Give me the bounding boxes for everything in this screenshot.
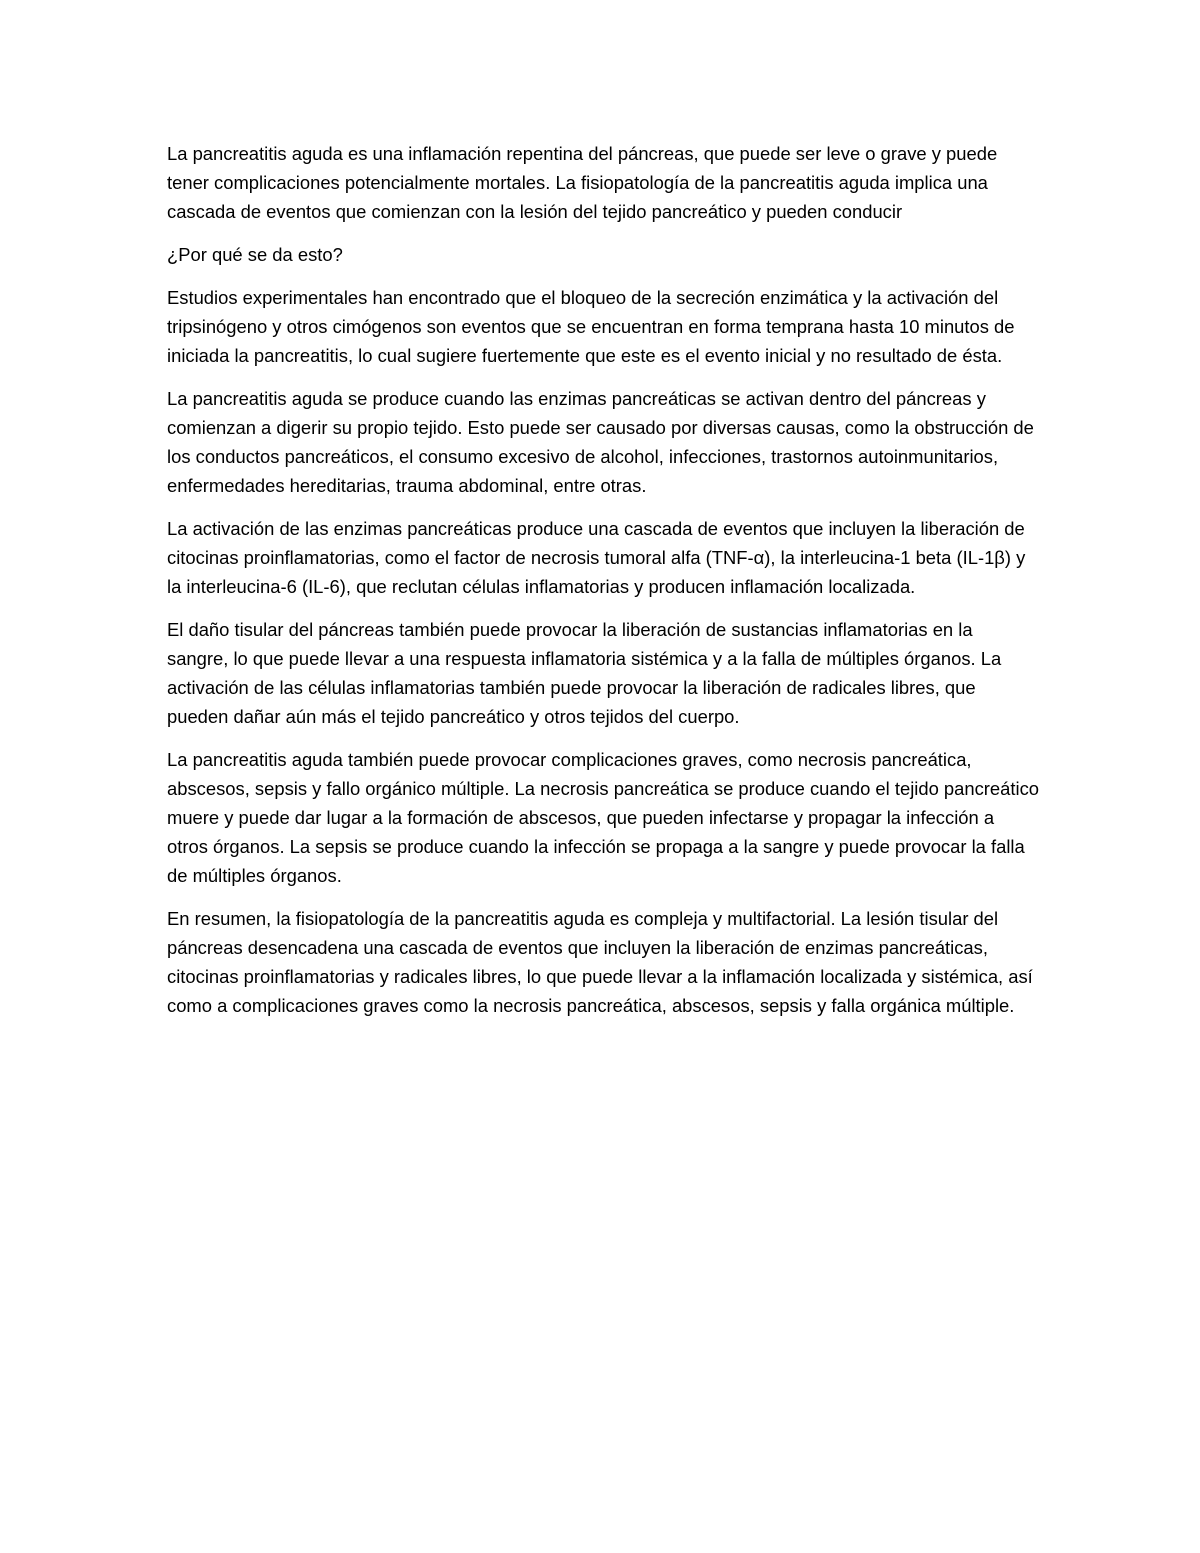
paragraph-complications: La pancreatitis aguda también puede provocar complicaciones graves, como necrosis pancreática, abscesos, sepsis y fallo orgánico múltiple. La necrosis pancreática se produce cuando el tejido pancreático muere y puede dar lugar a la formación de abscesos, que pueden infectarse y propagar la infección a otros órganos. La sepsis se produce cuando la infección se propaga a la sangre y puede provocar la falla de múltiples órganos. <box>167 749 1040 886</box>
paragraph-cytokines: La activación de las enzimas pancreáticas produce una cascada de eventos que incluyen la liberación de citocinas proinflamatorias, como el factor de necrosis tumoral alfa (TNF-α), la interleucina-1 beta (IL-1β) y la interleucina-6 (IL-6), que reclutan células inflamatorias y producen inflamación localizada. <box>167 518 1026 597</box>
document-body <box>167 139 1039 1034</box>
paragraph-causes: La pancreatitis aguda se produce cuando las enzimas pancreáticas se activan dentro del páncreas y comienzan a digerir su propio tejido. Esto puede ser causado por diversas causas, como la obstrucción de los conductos pancreáticos, el consumo excesivo de alcohol, infecciones, trastornos autoinmunitarios, enfermedades hereditarias, trauma abdominal, entre otras. <box>167 388 1034 496</box>
paragraph-intro: La pancreatitis aguda es una inflamación repentina del páncreas, que puede ser leve o grave y puede tener complicaciones potencialmente mortales. La fisiopatología de la pancreatitis aguda implica una cascada de eventos que comienzan con la lesión del tejido pancreático y pueden conducir <box>167 143 998 222</box>
paragraph-tissue-damage: El daño tisular del páncreas también puede provocar la liberación de sustancias inflamatorias en la sangre, lo que puede llevar a una respuesta inflamatoria sistémica y a la falla de múltiples órganos. La activación de las células inflamatorias también puede provocar la liberación de radicales libres, que pueden dañar aún más el tejido pancreático y otros tejidos del cuerpo. <box>167 619 1002 727</box>
paragraph-experimental-studies: Estudios experimentales han encontrado que el bloqueo de la secreción enzimática y la activación del tripsinógeno y otros cimógenos son eventos que se encuentran en forma temprana hasta 10 minutos de iniciada la pancreatitis, lo cual sugiere fuertemente que este es el evento inicial y no resultado de ésta. <box>167 287 1015 366</box>
paragraph-summary: En resumen, la fisiopatología de la pancreatitis aguda es compleja y multifactorial. La lesión tisular del páncreas desencadena una cascada de eventos que incluyen la liberación de enzimas pancreáticas, citocinas proinflamatorias y radicales libres, lo que puede llevar a la inflamación localizada y sistémica, así como a complicaciones graves como la necrosis pancreática, abscesos, sepsis y falla orgánica múltiple. <box>167 908 1033 1016</box>
paragraph-question: ¿Por qué se da esto? <box>167 244 343 265</box>
